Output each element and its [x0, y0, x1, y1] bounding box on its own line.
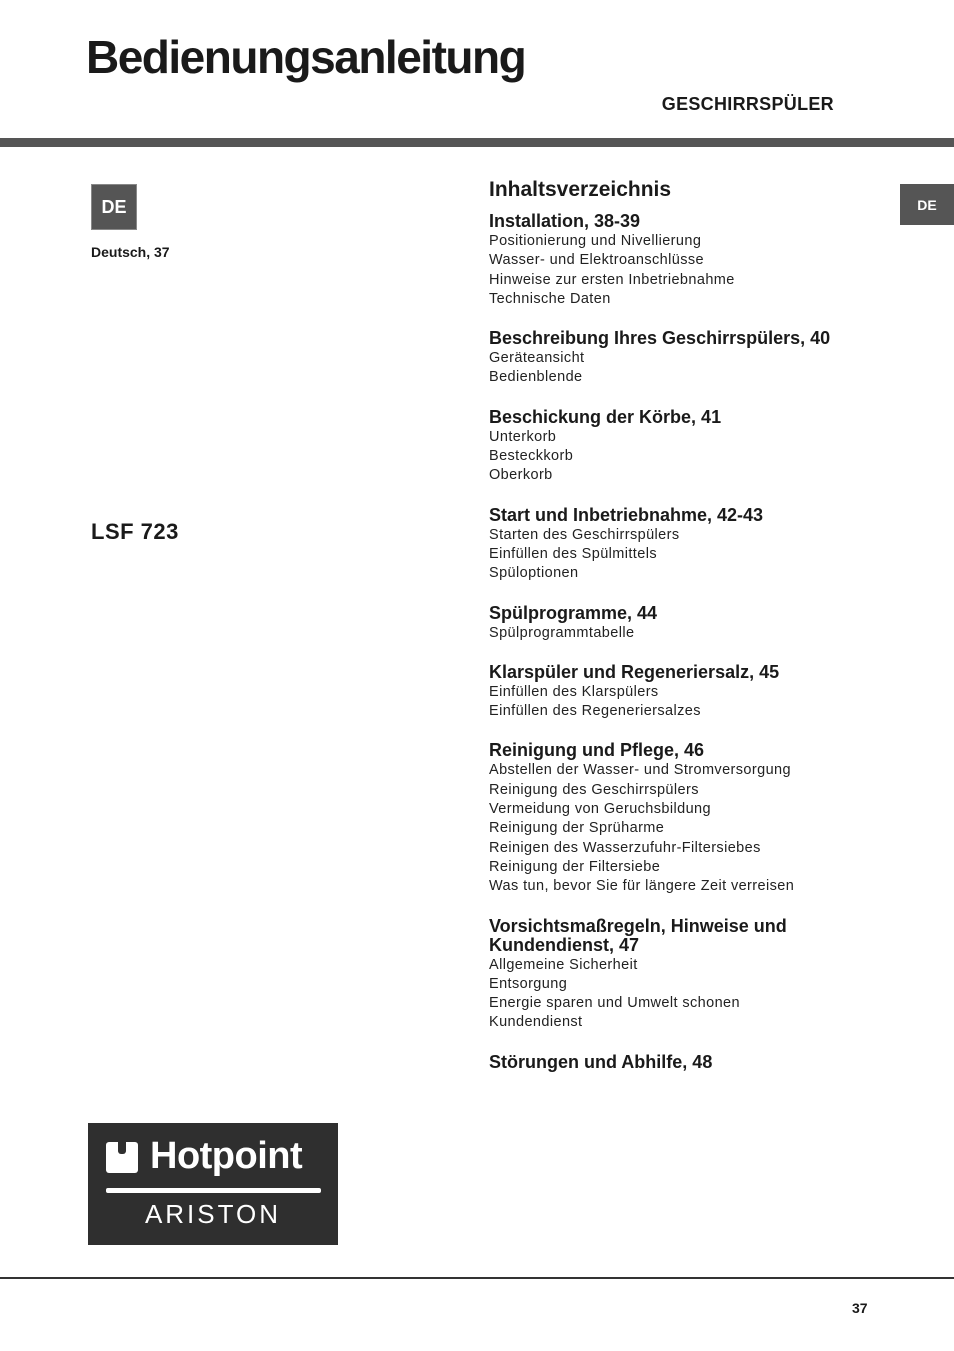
- toc-subitem: Unterkorb: [489, 428, 557, 445]
- toc-section-title: Beschickung der Körbe, 41: [489, 406, 722, 427]
- toc-subitem: Energie sparen und Umwelt schonen: [489, 995, 740, 1012]
- logo-sub-text: ARISTON: [144, 1199, 282, 1229]
- toc-section-title: Störungen und Abhilfe, 48: [489, 1051, 713, 1072]
- toc-section-title: Installation, 38-39: [489, 211, 641, 231]
- toc-section: [489, 212, 889, 309]
- toc-subitem: Einfüllen des Spülmittels: [489, 545, 657, 562]
- hotpoint-mark-icon: [106, 1142, 138, 1173]
- toc-subitem: Spüloptionen: [489, 565, 579, 582]
- toc-subitem: Besteckkorb: [489, 448, 574, 465]
- toc-section-title: Beschreibung Ihres Geschirrspülers, 40: [489, 328, 831, 349]
- toc-subitem: Abstellen der Wasser- und Stromversorgung: [489, 762, 791, 779]
- logo-divider: [106, 1188, 321, 1193]
- toc-section: [489, 506, 889, 584]
- language-badge: DE: [91, 184, 137, 230]
- toc-section: [489, 408, 889, 486]
- toc-section-title: Spülprogramme, 44: [489, 602, 658, 623]
- toc-section-title: Reinigung und Pflege, 46: [489, 740, 705, 761]
- toc-section: [489, 741, 889, 896]
- toc-subitem: Reinigung der Filtersiebe: [489, 858, 661, 875]
- toc-section: [489, 329, 889, 388]
- toc-subitem: Vermeidung von Geruchsbildung: [489, 801, 711, 818]
- toc-section-title: Vorsichtsmaßregeln, Hinweise und Kundendienst, 47: [489, 915, 787, 955]
- toc-subitem: Starten des Geschirrspülers: [489, 526, 680, 543]
- toc-subitem: Bedienblende: [489, 369, 583, 386]
- toc-section: [489, 1053, 889, 1072]
- page-title: Bedienungsanleitung: [86, 31, 526, 83]
- toc-subitem: Reinigung des Geschirrspülers: [489, 781, 699, 798]
- toc-section: [489, 604, 889, 643]
- toc-subitem: Oberkorb: [489, 467, 553, 484]
- toc-subitem: Was tun, bevor Sie für längere Zeit verreisen: [489, 878, 795, 895]
- table-of-contents: [489, 178, 889, 1092]
- toc-subitem: Entsorgung: [489, 975, 568, 992]
- toc-section: [489, 663, 889, 722]
- toc-section-list: [489, 212, 889, 1072]
- toc-section: [489, 917, 889, 1033]
- toc-subitem: Reinigung der Sprüharme: [489, 820, 665, 837]
- toc-subitem: Hinweise zur ersten Inbetriebnahme: [489, 271, 735, 288]
- toc-section-title: Start und Inbetriebnahme, 42-43: [489, 504, 764, 525]
- language-page-reference: Deutsch, 37: [91, 244, 170, 260]
- toc-section-title: Klarspüler und Regeneriersalz, 45: [489, 661, 780, 682]
- product-category: GESCHIRRSPÜLER: [661, 94, 834, 114]
- bottom-divider: [0, 1277, 954, 1279]
- toc-subitem: Allgemeine Sicherheit: [489, 956, 638, 973]
- hotpoint-ariston-logo: [88, 1123, 338, 1245]
- toc-subitem: Technische Daten: [489, 290, 611, 307]
- language-side-tab: DE: [900, 184, 954, 225]
- toc-subitem: Reinigen des Wasserzufuhr-Filtersiebes: [489, 839, 761, 856]
- toc-subitem: Kundendienst: [489, 1014, 583, 1031]
- toc-subitem: Wasser- und Elektroanschlüsse: [489, 252, 704, 269]
- top-divider: [0, 138, 954, 147]
- toc-heading: Inhaltsverzeichnis: [489, 178, 672, 201]
- model-number: LSF 723: [91, 519, 179, 544]
- toc-subitem: Positionierung und Nivellierung: [489, 233, 702, 249]
- logo-brand-text: Hotpoint: [150, 1135, 303, 1177]
- toc-subitem: Spülprogrammtabelle: [489, 624, 635, 641]
- toc-subitem: Einfüllen des Regeneriersalzes: [489, 703, 701, 720]
- page-number: 37: [852, 1300, 868, 1316]
- toc-subitem: Einfüllen des Klarspülers: [489, 683, 659, 700]
- toc-subitem: Geräteansicht: [489, 350, 585, 367]
